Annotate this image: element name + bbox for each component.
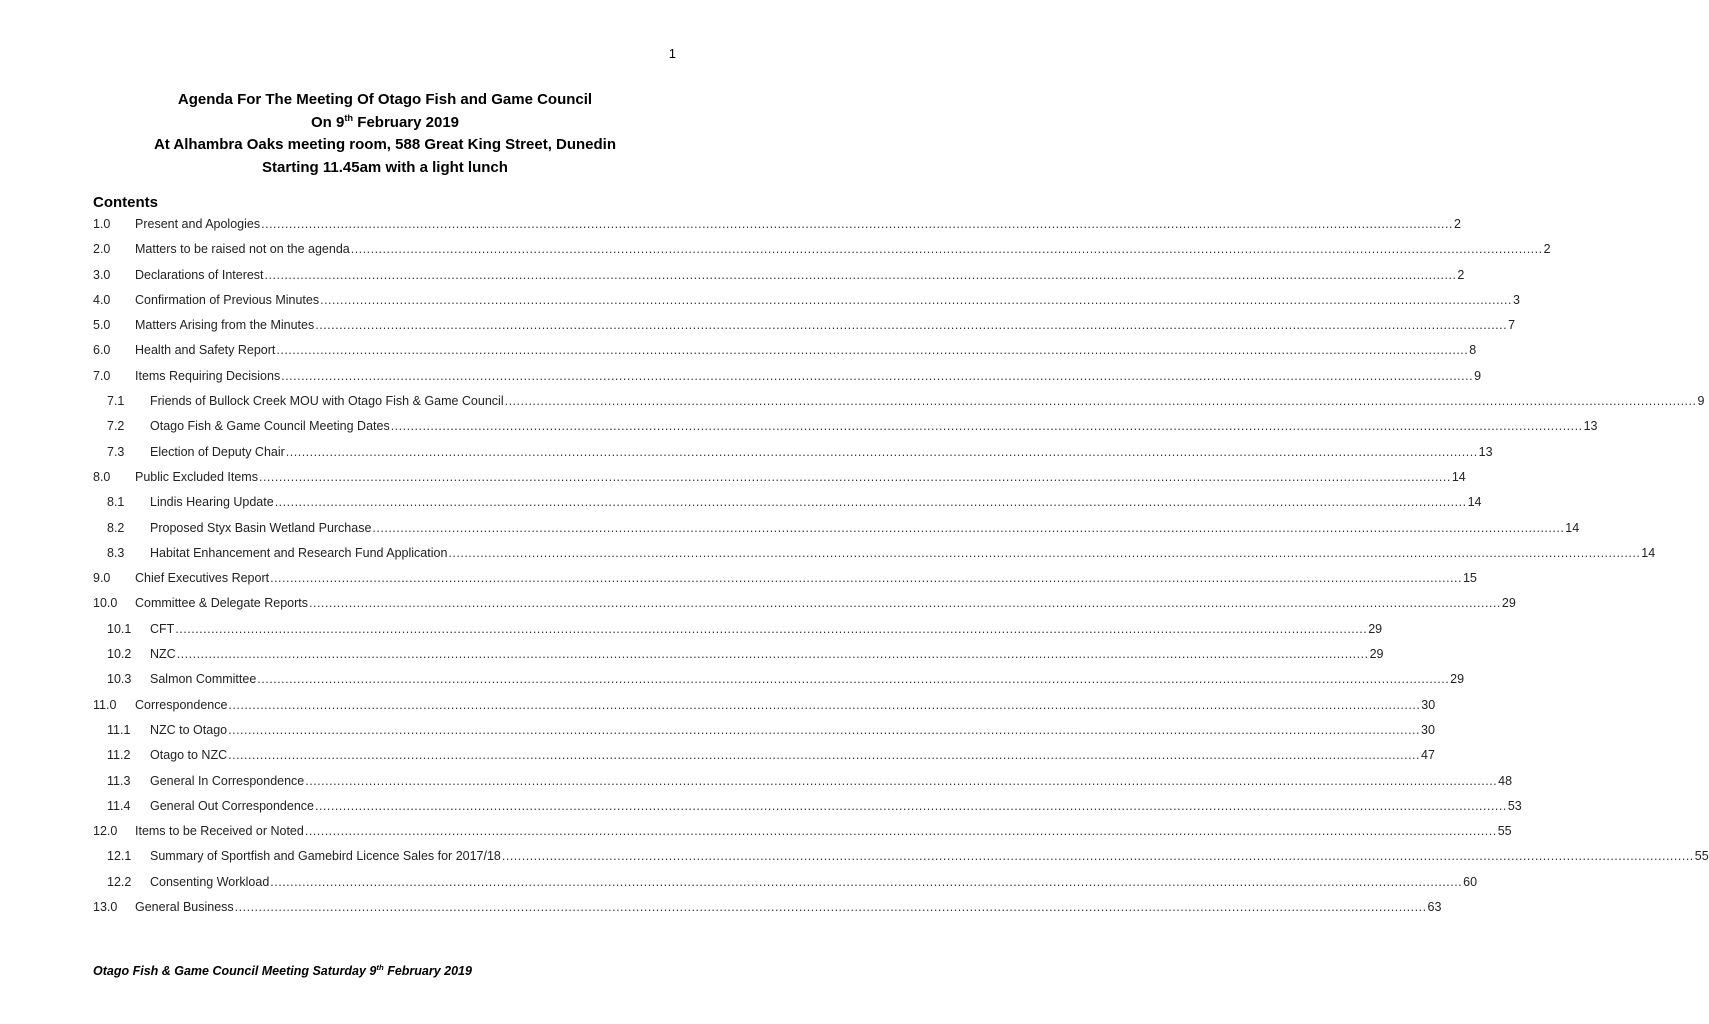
toc-entry-label: Consenting Workload bbox=[150, 874, 270, 889]
toc-entry-page: 14 bbox=[1641, 545, 1656, 560]
toc-entry-page: 55 bbox=[1497, 824, 1512, 839]
toc-entry-number: 8.0 bbox=[93, 469, 111, 484]
toc-leader-dots: ............................................................................................................................................................................................................................................................................................................ bbox=[305, 773, 1498, 788]
footer-text: Otago Fish & Game Council Meeting Saturday 9 bbox=[93, 964, 377, 978]
contents-heading: Contents bbox=[93, 194, 158, 211]
toc-entry-page: 9 bbox=[1474, 368, 1482, 383]
toc-leader-dots: ............................................................................................................................................................................................................................................................................................................ bbox=[228, 697, 1421, 712]
toc-entry-page: 13 bbox=[1478, 444, 1493, 459]
toc-leader-dots: ............................................................................................................................................................................................................................................................................................................ bbox=[314, 798, 1507, 813]
toc-entry-number: 10.3 bbox=[107, 672, 132, 687]
title-date-rest: February 2019 bbox=[353, 113, 460, 131]
toc-leader-dots: ............................................................................................................................................................................................................................................................................................................ bbox=[372, 520, 1565, 535]
toc-entry-label: Salmon Committee bbox=[150, 672, 257, 687]
toc-entry-label: General Out Correspondence bbox=[150, 798, 314, 813]
toc-entry-label: Matters to be raised not on the agenda bbox=[135, 242, 350, 257]
toc-entry-number: 11.1 bbox=[107, 722, 131, 737]
toc-entry-number: 6.0 bbox=[93, 343, 111, 358]
toc-entry-label: Declarations of Interest bbox=[135, 267, 264, 282]
toc-entry-page: 13 bbox=[1583, 419, 1598, 434]
toc-entry-label: Items Requiring Decisions bbox=[135, 368, 281, 383]
toc-entry-page: 60 bbox=[1463, 874, 1478, 889]
toc-entry[interactable] bbox=[93, 542, 1656, 567]
toc-entry-number: 10.0 bbox=[93, 596, 118, 611]
toc-entry-number: 11.2 bbox=[107, 748, 131, 763]
toc-leader-dots: ............................................................................................................................................................................................................................................................................................................ bbox=[281, 368, 1474, 383]
toc-entry-number: 12.0 bbox=[93, 824, 118, 839]
toc-leader-dots: ............................................................................................................................................................................................................................................................................................................ bbox=[315, 318, 1508, 333]
toc-entry[interactable] bbox=[93, 466, 1466, 491]
toc-entry-number: 13.0 bbox=[93, 900, 118, 915]
toc-leader-dots: ............................................................................................................................................................................................................................................................................................................ bbox=[285, 444, 1478, 459]
toc-leader-dots: ............................................................................................................................................................................................................................................................................................................ bbox=[176, 647, 1369, 662]
title-date-prefix: On 9 bbox=[310, 113, 345, 131]
toc-entry-page: 30 bbox=[1421, 697, 1436, 712]
toc-entry-number: 2.0 bbox=[93, 242, 111, 257]
toc-leader-dots: ............................................................................................................................................................................................................................................................................................................ bbox=[234, 900, 1427, 915]
toc-leader-dots: ............................................................................................................................................................................................................................................................................................................ bbox=[501, 849, 1694, 864]
toc-leader-dots: ............................................................................................................................................................................................................................................................................................................ bbox=[175, 621, 1368, 636]
toc-entry-label: Habitat Enhancement and Research Fund Application bbox=[150, 545, 448, 560]
toc-entry-page: 14 bbox=[1565, 520, 1580, 535]
page-number: 1 bbox=[668, 46, 676, 61]
toc-entry[interactable] bbox=[93, 339, 1477, 364]
title-date-suffix: th bbox=[344, 112, 354, 123]
toc-entry-label: Otago Fish & Game Council Meeting Dates bbox=[150, 419, 390, 434]
toc-entry[interactable] bbox=[93, 390, 1705, 415]
toc-entry-page: 48 bbox=[1498, 773, 1513, 788]
toc-entry-label: Public Excluded Items bbox=[135, 469, 258, 484]
toc-entry-label: Present and Apologies bbox=[135, 217, 261, 231]
toc-entry-number: 11.4 bbox=[107, 798, 131, 813]
toc-leader-dots: ............................................................................................................................................................................................................................................................................................................ bbox=[304, 824, 1497, 839]
toc-leader-dots: ............................................................................................................................................................................................................................................................................................................ bbox=[257, 672, 1450, 687]
toc-entry-page: 2 bbox=[1457, 267, 1465, 282]
toc-entry-page: 14 bbox=[1467, 495, 1482, 510]
toc-entry[interactable] bbox=[93, 314, 1516, 339]
toc-entry[interactable] bbox=[93, 795, 1522, 820]
toc-entry-number: 8.2 bbox=[107, 520, 125, 535]
toc-entry-page: 29 bbox=[1501, 596, 1516, 611]
toc-entry[interactable] bbox=[93, 567, 1477, 592]
toc-entry[interactable] bbox=[93, 744, 1435, 769]
toc-entry[interactable] bbox=[93, 694, 1436, 719]
toc-entry-label: Matters Arising from the Minutes bbox=[135, 318, 315, 333]
page-footer bbox=[93, 964, 472, 978]
toc-entry-label: NZC to Otago bbox=[150, 722, 228, 737]
toc-entry-label: Summary of Sportfish and Gamebird Licence Sales for 2017/18 bbox=[150, 849, 501, 864]
toc-entry[interactable] bbox=[93, 871, 1478, 896]
toc-entry-label: Correspondence bbox=[135, 697, 228, 712]
toc-entry-page: 3 bbox=[1512, 292, 1520, 307]
toc-entry-label: Confirmation of Previous Minutes bbox=[135, 292, 320, 307]
toc-entry-label: Friends of Bullock Creek MOU with Otago Fish & Game Council bbox=[150, 394, 504, 409]
toc-entry-page: 2 bbox=[1453, 217, 1461, 231]
toc-entry-number: 5.0 bbox=[93, 318, 111, 333]
toc-entry-number: 10.1 bbox=[107, 621, 132, 636]
toc-entry-number: 9.0 bbox=[93, 571, 111, 586]
toc-leader-dots: ............................................................................................................................................................................................................................................................................................................ bbox=[270, 571, 1462, 586]
toc-entry[interactable] bbox=[93, 592, 1516, 617]
toc-leader-dots: ............................................................................................................................................................................................................................................................................................................ bbox=[264, 267, 1457, 282]
toc-entry-label: General In Correspondence bbox=[150, 773, 305, 788]
toc-entry-page: 30 bbox=[1421, 722, 1435, 737]
toc-entry-number: 7.3 bbox=[107, 444, 125, 459]
title-line-1: Agenda For The Meeting Of Otago Fish and Game Council bbox=[177, 91, 593, 108]
toc-entry-number: 8.1 bbox=[107, 495, 125, 510]
toc-entry[interactable] bbox=[93, 668, 1465, 693]
toc-entry-number: 7.2 bbox=[107, 419, 125, 434]
toc-entry-page: 29 bbox=[1369, 647, 1384, 662]
toc-entry-label: Health and Safety Report bbox=[135, 343, 276, 358]
toc-entry[interactable] bbox=[93, 289, 1520, 314]
toc-entry-number: 12.1 bbox=[107, 849, 132, 864]
toc-entry-page: 7 bbox=[1508, 318, 1516, 333]
toc-entry-page: 9 bbox=[1697, 394, 1705, 409]
toc-leader-dots: ............................................................................................................................................................................................................................................................................................................ bbox=[320, 292, 1512, 307]
toc-entry-page: 29 bbox=[1368, 621, 1383, 636]
toc-entry-number: 12.2 bbox=[107, 874, 132, 889]
toc-entry[interactable] bbox=[93, 365, 1482, 390]
toc-leader-dots: ............................................................................................................................................................................................................................................................................................................ bbox=[270, 874, 1463, 889]
toc-entry-page: 15 bbox=[1462, 571, 1477, 586]
toc-entry[interactable] bbox=[93, 415, 1598, 440]
toc-entry-label: Proposed Styx Basin Wetland Purchase bbox=[150, 520, 372, 535]
footer-text-end: February 2019 bbox=[383, 964, 472, 978]
toc-entry[interactable] bbox=[93, 238, 1551, 263]
toc-entry-label: NZC bbox=[150, 647, 176, 662]
toc-entry-page: 8 bbox=[1469, 343, 1477, 358]
toc-entry[interactable] bbox=[93, 491, 1482, 516]
toc-entry[interactable] bbox=[93, 517, 1580, 542]
toc-entry-label: Lindis Hearing Update bbox=[150, 495, 274, 510]
agenda-title bbox=[0, 89, 770, 180]
toc-entry-label: CFT bbox=[150, 621, 175, 636]
title-line-4: Starting 11.45am with a light lunch bbox=[262, 159, 508, 177]
toc-entry-page: 55 bbox=[1694, 849, 1709, 864]
toc-entry-label: Items to be Received or Noted bbox=[135, 824, 304, 839]
footer-date-suffix: th bbox=[376, 962, 384, 972]
toc-leader-dots: ............................................................................................................................................................................................................................................................................................................ bbox=[261, 217, 1453, 231]
toc-entry[interactable] bbox=[93, 770, 1513, 795]
title-line-3: At Alhambra Oaks meeting room, 588 Great King Street, Dunedin bbox=[153, 136, 617, 154]
toc-entry-number: 3.0 bbox=[93, 267, 111, 282]
toc-leader-dots: ............................................................................................................................................................................................................................................................................................................ bbox=[448, 545, 1641, 560]
table-of-contents bbox=[93, 213, 1709, 921]
toc-entry-page: 53 bbox=[1507, 798, 1522, 813]
title-line-2 bbox=[0, 112, 770, 135]
toc-entry[interactable] bbox=[93, 643, 1384, 668]
toc-leader-dots: ............................................................................................................................................................................................................................................................................................................ bbox=[228, 748, 1420, 763]
toc-entry[interactable] bbox=[93, 845, 1709, 870]
toc-entry-number: 11.3 bbox=[107, 773, 131, 788]
toc-entry-label: Chief Executives Report bbox=[135, 571, 270, 586]
toc-entry-number: 4.0 bbox=[93, 292, 111, 307]
toc-entry-number: 11.0 bbox=[93, 697, 117, 712]
toc-entry-page: 47 bbox=[1421, 748, 1435, 763]
toc-entry-label: Election of Deputy Chair bbox=[150, 444, 285, 459]
toc-entry[interactable] bbox=[93, 618, 1383, 643]
toc-entry[interactable] bbox=[93, 896, 1442, 921]
toc-entry-page: 14 bbox=[1451, 469, 1466, 484]
toc-entry-number: 1.0 bbox=[93, 217, 111, 231]
toc-entry[interactable] bbox=[93, 213, 1461, 238]
toc-leader-dots: ............................................................................................................................................................................................................................................................................................................ bbox=[258, 469, 1451, 484]
toc-entry-label: General Business bbox=[135, 900, 234, 915]
toc-entry-number: 7.1 bbox=[107, 394, 125, 409]
toc-entry[interactable] bbox=[93, 441, 1493, 466]
toc-leader-dots: ............................................................................................................................................................................................................................................................................................................ bbox=[350, 242, 1543, 257]
toc-leader-dots: ............................................................................................................................................................................................................................................................................................................ bbox=[309, 596, 1501, 611]
toc-entry-number: 10.2 bbox=[107, 647, 132, 662]
toc-entry-page: 2 bbox=[1543, 242, 1551, 257]
toc-entry-page: 29 bbox=[1450, 672, 1465, 687]
toc-entry[interactable] bbox=[93, 719, 1435, 744]
toc-entry[interactable] bbox=[93, 820, 1512, 845]
toc-entry-number: 8.3 bbox=[107, 545, 125, 560]
toc-entry-number: 7.0 bbox=[93, 368, 111, 383]
toc-entry[interactable] bbox=[93, 264, 1465, 289]
toc-entry-label: Otago to NZC bbox=[150, 748, 228, 763]
toc-entry-label: Committee & Delegate Reports bbox=[135, 596, 308, 611]
toc-leader-dots: ............................................................................................................................................................................................................................................................................................................ bbox=[228, 722, 1420, 737]
toc-entry-page: 63 bbox=[1427, 900, 1442, 915]
toc-leader-dots: ............................................................................................................................................................................................................................................................................................................ bbox=[504, 394, 1697, 409]
toc-leader-dots: ............................................................................................................................................................................................................................................................................................................ bbox=[274, 495, 1467, 510]
toc-leader-dots: ............................................................................................................................................................................................................................................................................................................ bbox=[276, 343, 1469, 358]
toc-leader-dots: ............................................................................................................................................................................................................................................................................................................ bbox=[390, 419, 1583, 434]
